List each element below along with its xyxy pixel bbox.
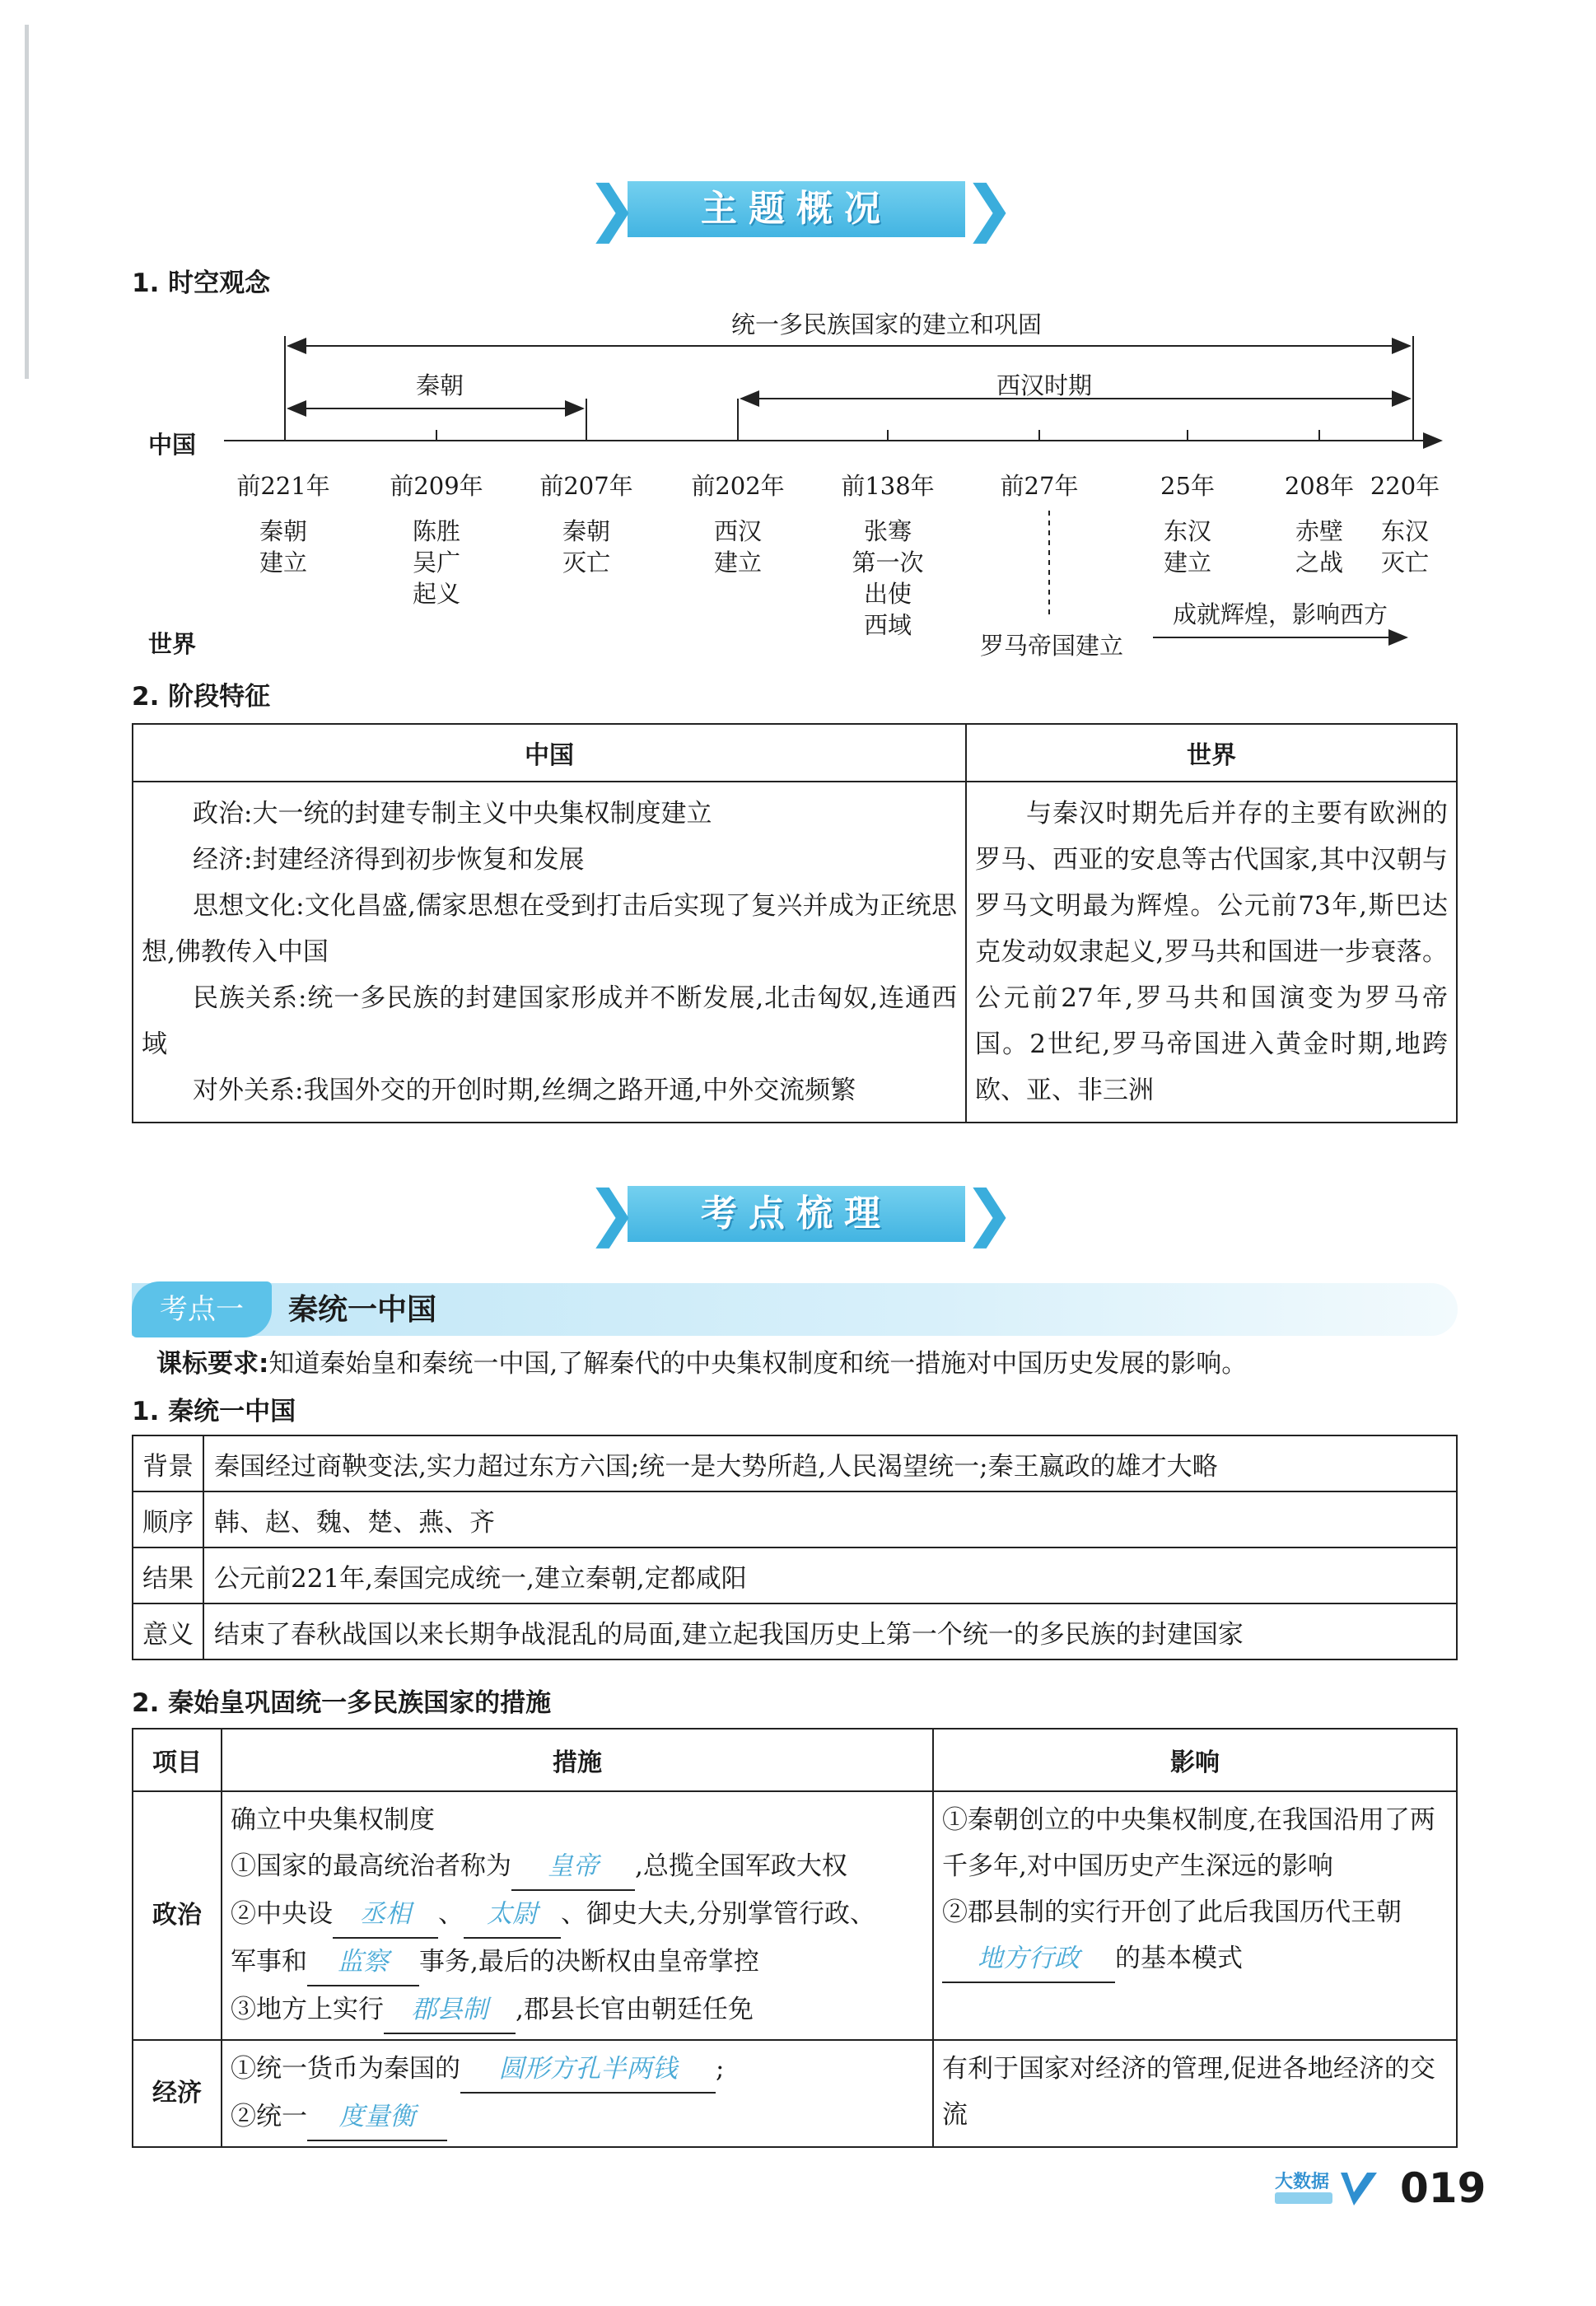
brand-logo-text: 大数据: [1275, 2172, 1330, 2192]
col-header-world: 世界: [966, 724, 1457, 782]
timeline-event: 秦朝 灭亡: [562, 517, 611, 576]
answer-blank: 郡县制: [384, 1986, 516, 2034]
timeline-event: 张骞 第一次 出使 西域: [852, 517, 924, 639]
col-header-effect: 影响: [933, 1729, 1457, 1791]
answer-blank: 太尉: [464, 1891, 561, 1939]
row-key: 顺序: [133, 1491, 203, 1547]
row-value: 韩、赵、魏、楚、燕、齐: [203, 1491, 1457, 1547]
requirement-label: 课标要求:: [156, 1349, 269, 1379]
row-key: 背景: [133, 1435, 203, 1491]
china-features-cell: [133, 782, 966, 1123]
world-features-text: 与秦汉时期先后并存的主要有欧洲的罗马、西亚的安息等古代国家,其中汉朝与罗马文明最为辉煌。公元前73年,斯巴达克发动奴隶起义,罗马共和国进一步衰落。公元前27年,罗马共和国演变为罗马帝国。2世纪,罗马帝国进入黄金时期,地跨欧、亚、非三洲: [975, 799, 1448, 1105]
timeline-event: 秦朝 建立: [259, 517, 308, 576]
col-header-item: 项目: [133, 1729, 222, 1791]
row-key-economy: 经济: [133, 2040, 222, 2147]
timeline-event: 西汉 建立: [713, 517, 763, 576]
politics-measures: [222, 1791, 933, 2040]
span-label-western-han: 西汉时期: [996, 371, 1093, 399]
col-header-measure: 措施: [222, 1729, 933, 1791]
answer-blank: 皇帝: [511, 1843, 635, 1891]
effect-text: ②郡县制的实行开创了此后我国历代王朝地方行政 的基本模式: [942, 1889, 1448, 1983]
row-label-world: 世界: [148, 630, 197, 658]
timeline: [0, 0, 1596, 675]
world-features-cell: [966, 782, 1457, 1123]
stage-features-table: [132, 723, 1458, 1123]
economy-measures: [222, 2040, 933, 2147]
requirement-text: 知道秦始皇和秦统一中国,了解秦代的中央集权制度和统一措施对中国历史发展的影响。: [268, 1349, 1248, 1379]
china-feature-item: 民族关系:统一多民族的封建国家形成并不断发展,北击匈奴,连通西域: [142, 983, 957, 1059]
timeline-year: 25年: [1160, 472, 1215, 500]
span-label-qin: 秦朝: [416, 371, 464, 399]
measure-line: ③地方上实行 郡县制 ,郡县长官由朝廷任免: [231, 1986, 924, 2034]
measure-line: ②中央设 丞相 、 太尉 、御史大夫,分别掌管行政、: [231, 1891, 924, 1939]
measure-line: 确立中央集权制度: [231, 1805, 435, 1835]
row-value: 公元前221年,秦国完成统一,建立秦朝,定都咸阳: [203, 1547, 1457, 1603]
table-row: [133, 1547, 1457, 1603]
col-header-china: 中国: [133, 724, 966, 782]
page-number: 019: [1400, 2164, 1486, 2212]
span-label-unification: 统一多民族国家的建立和巩固: [731, 310, 1043, 338]
timeline-event: 东汉 建立: [1163, 517, 1212, 576]
row-key-politics: 政治: [133, 1791, 222, 2040]
row-value: 秦国经过商鞅变法,实力超过东方六国;统一是大势所趋,人民渴望统一;秦王嬴政的雄才大略: [203, 1435, 1457, 1491]
table-row: [133, 1491, 1457, 1547]
timeline-event: 陈胜 吴广 起义: [412, 517, 461, 608]
timeline-year: 前207年: [539, 472, 633, 500]
row-value: 结束了春秋战国以来长期争战混乱的局面,建立起我国历史上第一个统一的多民族的封建国家: [203, 1603, 1457, 1659]
table-row: [133, 1603, 1457, 1659]
keypoint-tag: 考点一: [132, 1281, 272, 1337]
curriculum-requirement: [156, 1342, 1247, 1379]
answer-blank: 圆形方孔半两钱: [460, 2046, 716, 2094]
banner-title: 主题概况: [701, 188, 892, 230]
section-banner-overview: ❯ ❯ 主题概况: [586, 173, 1015, 244]
measure-line: ②统一 度量衡: [231, 2094, 924, 2141]
row-key: 意义: [133, 1603, 203, 1659]
timeline-year: 前27年: [1000, 472, 1079, 500]
china-feature-item: 经济:封建经济得到初步恢复和发展: [193, 845, 585, 875]
heading-qin-unification: 1. 秦统一中国: [132, 1397, 296, 1426]
effect-text: 有利于国家对经济的管理,促进各地经济的交流: [942, 2054, 1435, 2130]
heading-stage-features: 2. 阶段特征: [132, 682, 271, 712]
rome-note: 成就辉煌，影响西方: [1173, 600, 1388, 628]
keypoint-title: 秦统一中国: [288, 1293, 437, 1327]
measure-line: ①统一货币为秦国的 圆形方孔半两钱 ;: [231, 2046, 924, 2094]
brand-logo: [1275, 2168, 1380, 2210]
timeline-year: 208年: [1284, 472, 1355, 500]
china-feature-item: 政治:大一统的封建专制主义中央集权制度建立: [193, 799, 712, 829]
timeline-year: 前138年: [841, 472, 935, 500]
measure-line: 军事和 监察 事务,最后的决断权由皇帝掌控: [231, 1939, 924, 1986]
answer-blank: 丞相: [333, 1891, 438, 1939]
measure-line: ①国家的最高统治者称为 皇帝 ,总揽全国军政大权: [231, 1843, 924, 1891]
politics-row: [133, 1791, 1457, 2040]
timeline-year: 前209年: [390, 472, 483, 500]
timeline-event: 赤壁 之战: [1295, 517, 1344, 576]
answer-blank: 监察: [307, 1939, 419, 1986]
row-label-china: 中国: [148, 431, 197, 459]
heading-qin-measures: 2. 秦始皇巩固统一多民族国家的措施: [132, 1688, 552, 1718]
economy-effects: [933, 2040, 1457, 2147]
section-banner-keypoints: ❯ ❯ 考点梳理: [586, 1178, 1015, 1249]
economy-row: [133, 2040, 1457, 2147]
timeline-event: 东汉 灭亡: [1380, 517, 1430, 576]
qin-unification-table: [132, 1435, 1458, 1660]
table-row: [133, 1435, 1457, 1491]
qin-measures-table: [132, 1728, 1458, 2148]
rome-empire-label: 罗马帝国建立: [980, 632, 1124, 660]
heading-time-space: 1. 时空观念: [132, 268, 271, 298]
answer-blank: 地方行政: [942, 1935, 1115, 1983]
china-feature-item: 对外关系:我国外交的开创时期,丝绸之路开通,中外交流频繁: [193, 1076, 856, 1105]
row-key: 结果: [133, 1547, 203, 1603]
timeline-year: 220年: [1370, 472, 1440, 500]
effect-text: ①秦朝创立的中央集权制度,在我国沿用了两千多年,对中国历史产生深远的影响: [942, 1805, 1435, 1881]
politics-effects: [933, 1791, 1457, 2040]
timeline-year: 前221年: [236, 472, 330, 500]
timeline-year: 前202年: [691, 472, 785, 500]
china-feature-item: 思想文化:文化昌盛,儒家思想在受到打击后实现了复兴并成为正统思想,佛教传入中国: [142, 891, 957, 967]
answer-blank: 度量衡: [307, 2094, 447, 2141]
banner-title: 考点梳理: [701, 1193, 892, 1235]
